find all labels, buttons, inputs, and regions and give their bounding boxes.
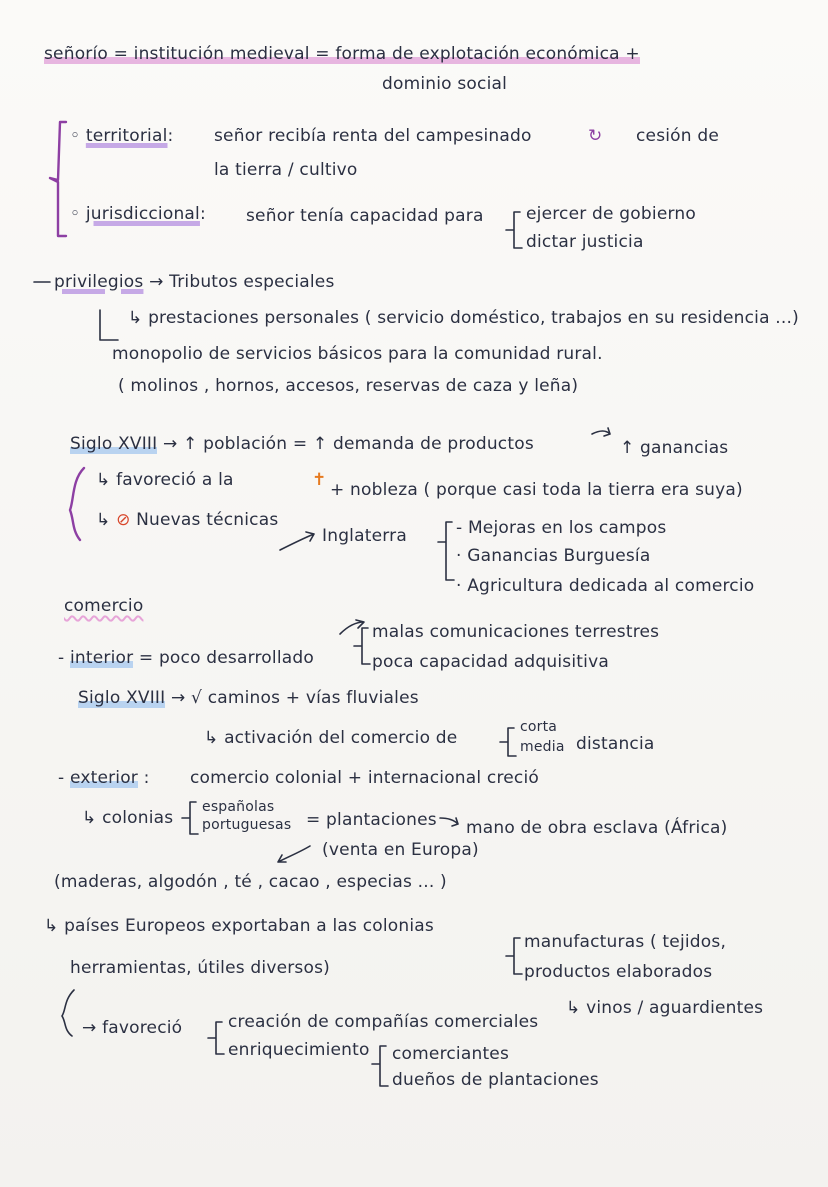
hook-arrow-icon: ↳ xyxy=(128,308,143,328)
favorecio-text: favoreció a la xyxy=(116,470,234,490)
plantaciones-text: = plantaciones xyxy=(306,810,437,830)
maderas-text: (maderas, algodón , té , cacao , especias ... ) xyxy=(54,872,447,892)
brace-favorecio-bottom xyxy=(62,990,74,1036)
siglo-xviii-2-row xyxy=(78,688,419,708)
ganancias-burguesia-text: · Ganancias Burguesía xyxy=(456,546,651,566)
activacion-text: activación del comercio de xyxy=(224,728,458,748)
up-arrow-icon: ↑ xyxy=(183,434,198,454)
interior-definition: = poco desarrollado xyxy=(138,648,314,668)
territorial-label: territorial xyxy=(85,126,168,146)
siglo-xviii-row xyxy=(70,434,534,454)
bracket-interior xyxy=(354,628,370,664)
tributos-text: Tributos especiales xyxy=(169,272,335,292)
enriquecimiento-text: enriquecimiento xyxy=(228,1040,370,1060)
monopolio-examples: ( molinos , hornos, accesos, reservas de caza y leña) xyxy=(118,376,579,396)
arrow-interior-malas xyxy=(340,620,364,634)
media-text: media xyxy=(520,739,565,755)
prestaciones-text: prestaciones personales ( servicio doméstico, trabajos en su residencia ...) xyxy=(148,308,799,328)
nuevas-tecnicas-text: Nuevas técnicas xyxy=(136,510,279,530)
bracket-inglaterra xyxy=(438,522,454,580)
duenos-text: dueños de plantaciones xyxy=(392,1070,599,1090)
senorio-term: señorío = institución medieval = forma de explotación económica + xyxy=(44,44,640,64)
territorial-definition-2: cesión de xyxy=(636,126,720,146)
jurisdiccional-colon: : xyxy=(199,204,206,224)
exterior-label: exterior xyxy=(69,768,139,788)
monopolio-text: monopolio de servicios básicos para la comunidad rural. xyxy=(112,344,603,364)
check-icon: √ xyxy=(191,688,203,708)
hook-arrow-icon: ↳ xyxy=(82,808,97,828)
bracket-manufacturas xyxy=(506,938,522,974)
vinos-text: vinos / aguardientes xyxy=(586,998,764,1018)
siglo-xviii-label: Siglo XVIII xyxy=(70,434,158,454)
bracket-colonias xyxy=(182,802,198,834)
bracket-comerciantes xyxy=(372,1046,388,1086)
bracket-favorecio-bottom xyxy=(208,1022,224,1054)
privilegios-row xyxy=(54,272,335,292)
paises-text: países Europeos exportaban a las colonias xyxy=(64,916,434,936)
venta-europa-text: (venta en Europa) xyxy=(322,840,479,860)
colonias-row xyxy=(82,808,173,828)
espanolas-text: españolas xyxy=(202,799,275,815)
purple-left-bracket xyxy=(50,122,66,236)
territorial-definition-3: la tierra / cultivo xyxy=(214,160,358,180)
arrow-venta-europa xyxy=(278,846,310,862)
jurisdiccional-option-2: dictar justicia xyxy=(526,232,644,252)
senorio-definition-cont: dominio social xyxy=(382,74,508,94)
arrow-right-icon: → xyxy=(170,688,186,708)
favorecio-2-text: favoreció xyxy=(102,1018,183,1038)
colonias-text: colonias xyxy=(102,808,174,828)
vinos-row xyxy=(566,998,763,1018)
portuguesas-text: portuguesas xyxy=(202,817,292,833)
exterior-definition: comercio colonial + internacional creció xyxy=(190,768,540,788)
jurisdiccional-option-1: ejercer de gobierno xyxy=(526,204,696,224)
cycle-icon: ↻ xyxy=(588,126,603,146)
favorecio-2-row xyxy=(82,1018,182,1038)
creacion-text: creación de compañías comerciales xyxy=(228,1012,539,1032)
hook-arrow-icon: ↳ xyxy=(96,470,111,490)
privilegios-label: privilegios xyxy=(54,272,144,292)
interior-row: - interior = poco desarrollado xyxy=(58,648,314,668)
bracket-corta-media xyxy=(500,728,516,756)
bracket-juris-options xyxy=(506,212,522,248)
exterior-row: - exterior : xyxy=(58,768,150,788)
paises-row xyxy=(44,916,434,936)
comercio-label: comercio xyxy=(64,596,144,616)
mejoras-text: - Mejoras en los campos xyxy=(456,518,667,538)
distancia-text: distancia xyxy=(576,734,655,754)
manufacturas-text: manufacturas ( tejidos, xyxy=(524,932,727,952)
siglo-xviii-2-label: Siglo XVIII xyxy=(78,688,166,708)
poca-capacidad-text: poca capacidad adquisitiva xyxy=(372,652,609,672)
territorial-definition: señor recibía renta del campesinado xyxy=(214,126,532,146)
territorial-row: ◦ territorial: xyxy=(70,126,174,146)
arrow-right-icon: → xyxy=(82,1018,97,1038)
arrow-plantaciones-mano xyxy=(440,818,458,826)
corta-text: corta xyxy=(520,719,558,735)
purple-brace-siglo xyxy=(70,468,84,540)
hook-arrow-monopolio xyxy=(100,310,118,340)
senorio-definition xyxy=(44,44,640,64)
circle-slash-icon: ⊘ xyxy=(116,510,131,530)
herramientas-text: herramientas, útiles diversos) xyxy=(70,958,330,978)
arrow-right-icon: → xyxy=(149,272,164,292)
hook-arrow-icon: ↳ xyxy=(44,916,59,936)
activacion-row xyxy=(204,728,457,748)
ganancias-text: ↑ ganancias xyxy=(620,438,729,458)
hook-arrow-icon: ↳ xyxy=(566,998,581,1018)
poblacion-text: población = ↑ demanda de productos xyxy=(203,434,534,454)
hook-arrow-icon: ↳ xyxy=(204,728,219,748)
jurisdiccional-label: jurisdiccional xyxy=(85,204,200,224)
hook-arrow-icon: ↳ xyxy=(96,510,111,530)
caminos-text: caminos + vías fluviales xyxy=(207,688,419,708)
curve-arrow-inglaterra xyxy=(280,532,314,550)
malas-comunicaciones-text: malas comunicaciones terrestres xyxy=(372,622,660,642)
arrow-right-icon: → xyxy=(162,434,178,454)
favorecio-row xyxy=(96,470,234,490)
agricultura-text: · Agricultura dedicada al comercio xyxy=(456,576,755,596)
church-cross-icon: ✝ xyxy=(312,470,327,490)
productos-text: productos elaborados xyxy=(524,962,713,982)
comerciantes-text: comerciantes xyxy=(392,1044,510,1064)
arrow-demanda-ganancias xyxy=(592,428,610,436)
mano-obra-text: mano de obra esclava (África) xyxy=(466,818,728,838)
jurisdiccional-row: ◦ jurisdiccional: xyxy=(70,204,206,224)
comercio-heading xyxy=(64,596,143,616)
interior-label: interior xyxy=(69,648,134,668)
nuevas-tecnicas-row xyxy=(96,510,278,530)
territorial-colon: : xyxy=(167,126,174,146)
nobleza-text: + nobleza ( porque casi toda la tierra era suya) xyxy=(330,480,743,500)
jurisdiccional-definition: señor tenía capacidad para xyxy=(246,206,484,226)
prestaciones-row xyxy=(128,308,799,328)
inglaterra-text: Inglaterra xyxy=(322,526,407,546)
